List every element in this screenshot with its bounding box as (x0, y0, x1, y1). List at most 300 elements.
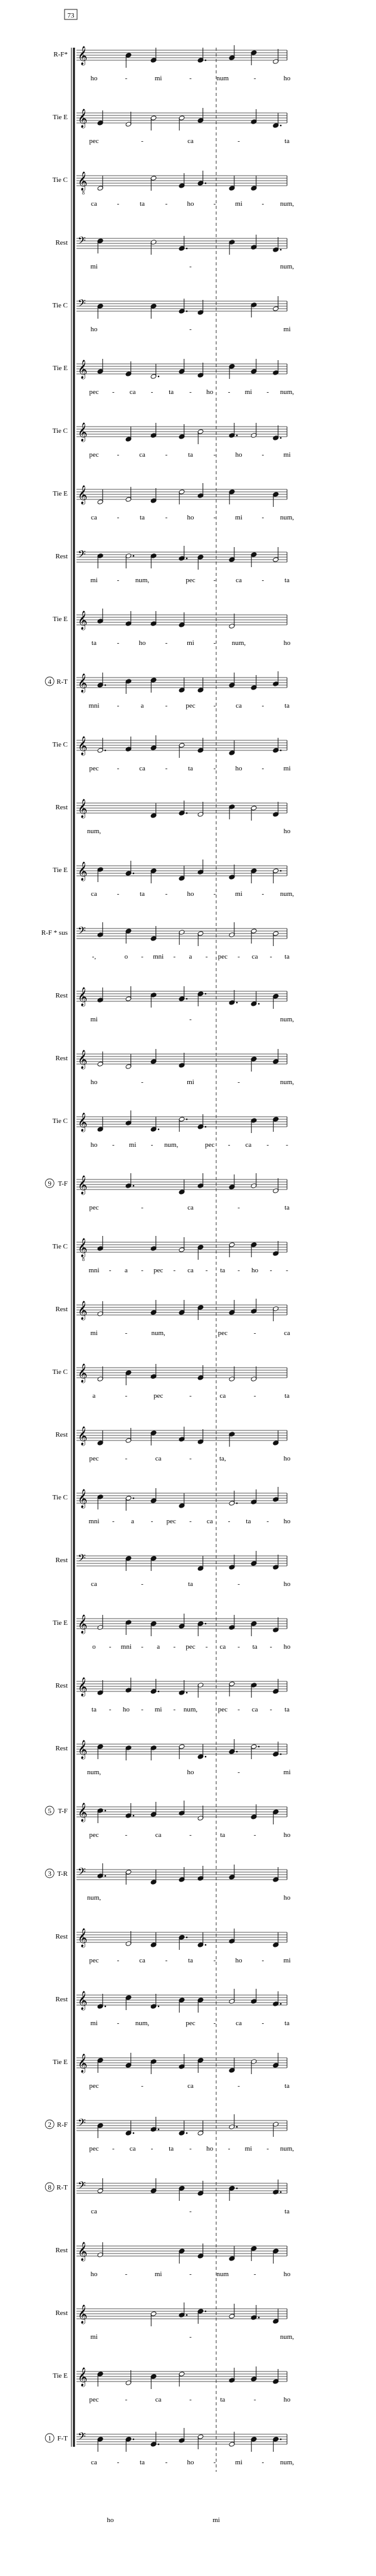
lyric-syllable: ho (90, 2270, 98, 2278)
dot (205, 1756, 207, 1758)
lyric-hyphen: - (261, 451, 264, 459)
lyric-hyphen: - (189, 263, 192, 270)
dot (186, 558, 188, 560)
lyric-syllable: num, (279, 890, 295, 898)
lyric-syllable: ca (155, 1831, 162, 1839)
lyric-hyphen: - (189, 2396, 192, 2403)
treble-clef-icon: 𝄞 (78, 2054, 88, 2073)
staff-label: Tie C (52, 1117, 68, 1125)
lyric-hyphen: - (266, 1141, 269, 1149)
staff-label: Tie C (52, 741, 68, 748)
lyric-syllable: mi (235, 2459, 243, 2466)
staff (55, 1739, 290, 1776)
lyric-syllable: pec (89, 451, 99, 459)
staff-label: Tie E (53, 2058, 68, 2066)
dot (158, 1691, 160, 1693)
lyric-hyphen: - (165, 702, 168, 710)
lyric-syllable: ca (245, 1141, 252, 1149)
circled-number: 1 (48, 2435, 51, 2442)
bass-clef-icon: 𝄢 (78, 548, 86, 563)
staff-label: Tie E (53, 365, 68, 372)
lyric-hyphen: - (189, 2208, 192, 2215)
dot (186, 2314, 188, 2316)
lyric-syllable: a (92, 1392, 96, 1400)
lyric-syllable: ca (251, 953, 258, 961)
lyric-hyphen: - (189, 326, 192, 333)
dot (158, 2006, 160, 2008)
lyric-syllable: mi (283, 1769, 291, 1776)
lyric-syllable: ta (140, 2459, 145, 2466)
lyric-syllable: pec (217, 953, 227, 961)
lyric-syllable: mi (90, 1329, 98, 1337)
staff-label: R-T (56, 2184, 68, 2191)
dot (158, 376, 160, 378)
lyric-syllable: ho (235, 451, 243, 459)
lyric-syllable: ca (155, 2396, 162, 2403)
lyric-hyphen: - (205, 1643, 208, 1651)
lyric-hyphen: - (165, 2459, 168, 2466)
treble-clef-icon: 𝄞 (78, 1740, 88, 1759)
lyric-hyphen: - (117, 200, 120, 208)
lyric-syllable: mni (88, 1518, 100, 1525)
lyric-hyphen: - (165, 765, 168, 772)
lyric-hyphen: - (173, 1267, 176, 1274)
bass-clef-icon: 𝄢 (78, 297, 86, 312)
lyric-syllable: num, (183, 1706, 198, 1713)
staff (53, 483, 294, 521)
lyric-hyphen: - (205, 953, 208, 961)
lyric-syllable: pec (185, 2020, 196, 2027)
lyric-syllable: num, (279, 263, 295, 270)
lyric-syllable: ta (220, 2396, 226, 2403)
treble-clef-icon: 𝄞 (78, 1113, 88, 1132)
octave-mark: 8 (82, 190, 85, 196)
lyric-hyphen: - (165, 639, 168, 647)
lyric-syllable: num, (86, 1894, 102, 1902)
circled-number: 9 (48, 1180, 51, 1188)
staff (45, 2114, 294, 2153)
lyric-syllable: ho (138, 639, 146, 647)
lyric-hyphen: - (227, 388, 231, 396)
lyric-syllable: ca (91, 514, 97, 521)
lyric-syllable: mi (244, 2145, 253, 2153)
staff-label: Tie E (53, 490, 68, 498)
lyric-hyphen: - (125, 1831, 128, 1839)
lyric-syllable: mi (154, 1706, 162, 1713)
lyric-syllable: ho (187, 514, 194, 521)
lyric-syllable: num, (231, 639, 246, 647)
staff-label: Rest (55, 804, 68, 811)
bass-clef-icon: 𝄢 (78, 2179, 86, 2194)
lyric-hyphen: - (238, 1204, 240, 1211)
dot (133, 2439, 135, 2440)
treble-clef-icon: 𝄞 (78, 1364, 88, 1383)
treble-clef-icon: 𝄞 (78, 2242, 88, 2261)
lyric-syllable: ho (283, 639, 291, 647)
staff (53, 359, 294, 396)
dot (105, 2006, 107, 2008)
lyric-syllable: num, (86, 828, 102, 835)
treble-clef-icon: 𝄞 (78, 1615, 88, 1634)
lyric-syllable: - (286, 1141, 288, 1149)
lyric-syllable: ho (283, 2396, 291, 2403)
lyric-syllable: mi (235, 890, 243, 898)
lyric-hyphen: - (112, 1518, 115, 1525)
treble-clef-icon: 𝄞 (78, 2368, 88, 2387)
lyric-syllable: mni (153, 953, 164, 961)
lyric-hyphen: - (125, 1329, 128, 1337)
staff (53, 735, 291, 772)
lyric-syllable: ho (283, 1894, 291, 1902)
dot (105, 684, 107, 686)
dot (236, 435, 238, 437)
lyric-syllable: a (189, 953, 192, 961)
lyric-syllable: ca (187, 1204, 194, 1211)
lyric-syllable: ta (169, 2145, 174, 2153)
treble-clef-icon: 𝄞 (78, 1176, 88, 1195)
octave-mark: 8 (82, 1257, 85, 1262)
lyric-syllable: ta (91, 639, 97, 647)
lyric-hyphen: - (266, 388, 269, 396)
dot (205, 1126, 207, 1128)
lyric-hyphen: - (213, 702, 216, 710)
lyric-hyphen: - (150, 2145, 154, 2153)
lyric-hyphen: - (125, 1392, 128, 1400)
lyric-hyphen: - (227, 1141, 231, 1149)
lyric-syllable: mi (154, 75, 162, 82)
staff (45, 1173, 290, 1211)
lyric-hyphen: - (213, 1957, 216, 1964)
lyric-syllable: ta (188, 1580, 193, 1588)
lyric-syllable: ho (187, 890, 194, 898)
treble-clef-icon: 𝄞 (78, 737, 88, 755)
lyric-hyphen: - (117, 2020, 120, 2027)
staff (41, 922, 290, 961)
staff-label: Rest (55, 2247, 68, 2254)
dot (280, 437, 282, 439)
lyric-hyphen: - (269, 1706, 273, 1713)
treble-clef-icon: 𝄞 (78, 360, 88, 379)
lyric-syllable: o (92, 1643, 96, 1651)
treble-clef-icon: 𝄞 (78, 611, 88, 630)
dot (280, 2439, 282, 2440)
lyric-hyphen: - (253, 2270, 256, 2278)
lyric-hyphen: - (213, 765, 216, 772)
lyric-syllable: pec (89, 1204, 99, 1211)
lyric-hyphen: - (227, 1518, 231, 1525)
staff (55, 1426, 291, 1462)
staff (45, 1801, 291, 1839)
lyric-syllable: num, (279, 1078, 295, 1086)
lyric-syllable: ta (91, 1706, 97, 1713)
lyric-hyphen: - (213, 200, 216, 208)
dot (236, 2188, 238, 2190)
lyric-syllable: ca (155, 1455, 162, 1462)
dot (158, 2129, 160, 2131)
dot (133, 555, 135, 557)
lyric-hyphen: - (165, 1957, 168, 1964)
dot (258, 2317, 260, 2319)
lyric-hyphen: - (117, 765, 120, 772)
lyric-hyphen: - (261, 514, 264, 521)
lyric-syllable: ca (139, 451, 145, 459)
lyric-syllable: ho (90, 1078, 98, 1086)
lyric-syllable: ta (285, 137, 290, 145)
staff (55, 546, 290, 584)
dot (105, 1810, 107, 1812)
lyric-hyphen: - (165, 514, 168, 521)
lyric-syllable: ca (187, 1267, 194, 1274)
lyric-syllable: mni (120, 1643, 132, 1651)
lyric-syllable: ta (285, 2020, 290, 2027)
lyric-syllable: mi (244, 388, 253, 396)
lyric-hyphen: - (238, 137, 240, 145)
measure-number: 73 (67, 12, 75, 19)
lyric-hyphen: - (108, 1267, 112, 1274)
lyric-syllable: ca (219, 1392, 226, 1400)
staff (53, 2053, 290, 2090)
staff-label: T-F (58, 1807, 68, 1815)
lyric-syllable: ho (122, 1706, 130, 1713)
lyric-syllable: mi (187, 639, 194, 647)
staff (53, 1614, 291, 1651)
lyric-hyphen: - (165, 200, 168, 208)
lyric-hyphen: - (205, 1267, 208, 1274)
staff-label: Tie E (53, 114, 68, 121)
lyric-syllable: ta (188, 451, 193, 459)
lyric-hyphen: - (125, 1455, 128, 1462)
bass-clef-icon: 𝄢 (78, 2430, 86, 2445)
staff (53, 2366, 291, 2403)
lyric-syllable: ca (139, 765, 145, 772)
lyric-syllable: ta (188, 765, 193, 772)
lyric-syllable: mi (90, 577, 98, 584)
staff (45, 2428, 294, 2466)
lyric-syllable: a (124, 1267, 128, 1274)
lyric-syllable: mni (88, 1267, 100, 1274)
lyric-hyphen: - (173, 953, 176, 961)
lyric-syllable: ho (90, 1141, 98, 1149)
lyric-hyphen: - (238, 2082, 240, 2090)
lyric-hyphen: - (117, 890, 120, 898)
lyric-syllable: pec (89, 2145, 99, 2153)
bass-clef-icon: 𝄢 (78, 234, 86, 249)
dot (186, 311, 188, 312)
staff-label: Rest (55, 1055, 68, 1062)
lyric-syllable: ho (90, 75, 98, 82)
lyric-hyphen: - (238, 1078, 240, 1086)
staff-label: Tie C (52, 1494, 68, 1501)
treble-clef-icon: 𝄞 (78, 1238, 88, 1257)
lyric-hyphen: - (108, 1643, 112, 1651)
lyric-hyphen: - (165, 451, 168, 459)
lyric-hyphen: - (269, 953, 273, 961)
circled-number: 3 (48, 1870, 51, 1878)
lyric-hyphen: - (266, 1518, 269, 1525)
staff-label: Rest (55, 1996, 68, 2003)
staff (45, 671, 290, 710)
final-lyric: mi (212, 2516, 220, 2524)
lyric-syllable: ta, (219, 1455, 226, 1462)
treble-clef-icon: 𝄞 (78, 1678, 88, 1696)
lyric-syllable: num, (279, 1016, 295, 1023)
lyric-syllable: num, (135, 2020, 150, 2027)
staff-label: F-T (57, 2435, 68, 2442)
lyric-hyphen: - (227, 2145, 231, 2153)
lyric-syllable: num, (151, 1329, 165, 1337)
lyric-hyphen: - (269, 1643, 273, 1651)
lyric-hyphen: - (261, 2020, 264, 2027)
lyric-syllable: pec (89, 2082, 99, 2090)
dot (105, 750, 107, 752)
treble-clef-icon: 𝄞 (78, 172, 88, 191)
dot (236, 1002, 238, 1004)
lyric-hyphen: - (189, 1518, 192, 1525)
lyric-hyphen: - (261, 200, 264, 208)
dot (236, 2126, 238, 2128)
lyric-hyphen: - (261, 765, 264, 772)
lyric-syllable: num, (279, 2333, 295, 2341)
dot (280, 2191, 282, 2193)
lyric-hyphen: - (238, 1267, 240, 1274)
treble-clef-icon: 𝄞 (78, 799, 88, 818)
lyric-syllable: ho (283, 1580, 291, 1588)
lyric-syllable: ho (283, 2270, 291, 2278)
lyric-syllable: ta (285, 2208, 290, 2215)
lyric-syllable: pec (154, 1267, 164, 1274)
lyric-hyphen: - (253, 1329, 256, 1337)
lyric-hyphen: - (141, 1580, 144, 1588)
lyric-syllable: ca (251, 1706, 258, 1713)
lyric-hyphen: - (112, 2145, 115, 2153)
lyric-syllable: mi (283, 451, 291, 459)
lyric-syllable: ho (90, 326, 98, 333)
lyric-syllable: ho (251, 1267, 259, 1274)
treble-clef-icon: 𝄞 (78, 1991, 88, 2010)
staff-label: Tie C (52, 302, 68, 309)
lyric-syllable: pec (185, 702, 196, 710)
lyric-syllable: ca (187, 137, 194, 145)
lyric-hyphen: - (141, 1204, 144, 1211)
lyric-hyphen: - (150, 1518, 154, 1525)
lyric-hyphen: - (173, 1643, 176, 1651)
staff (55, 1928, 290, 1964)
lyric-syllable: ho (187, 1769, 194, 1776)
lyric-hyphen: - (117, 451, 120, 459)
lyric-syllable: mi (283, 1957, 291, 1964)
dot (186, 812, 188, 814)
lyric-syllable: pec (89, 388, 99, 396)
dot (280, 1754, 282, 1755)
lyric-syllable: ta (252, 1643, 258, 1651)
dot (236, 1503, 238, 1504)
circled-number: 2 (48, 2121, 51, 2129)
lyric-syllable: ca (139, 1957, 145, 1964)
lyric-hyphen: - (112, 388, 115, 396)
lyric-syllable: num, (279, 388, 295, 396)
lyric-syllable: pec (185, 1643, 196, 1651)
staff-label: Rest (55, 992, 68, 999)
lyric-syllable: mi (154, 2270, 162, 2278)
staff (53, 1236, 289, 1274)
staff-label: Tie C (52, 1243, 68, 1250)
staff (45, 2178, 290, 2215)
lyric-hyphen: - (253, 2396, 256, 2403)
lyric-hyphen: - (189, 388, 192, 396)
lyric-hyphen: - (213, 514, 216, 521)
staff-label: R-F (56, 2121, 68, 2129)
lyric-syllable: num, (279, 200, 295, 208)
lyric-syllable: o (124, 953, 128, 961)
staff (55, 1299, 290, 1337)
lyric-hyphen: - (238, 1643, 240, 1651)
dot (133, 2132, 135, 2134)
dot (133, 1185, 135, 1187)
lyric-syllable: ca (129, 2145, 136, 2153)
lyric-syllable: ho (283, 75, 291, 82)
lyric-hyphen: - (141, 1078, 144, 1086)
lyric-syllable: ca (91, 2208, 97, 2215)
lyric-syllable: pec (89, 1957, 99, 1964)
lyric-syllable: ho (206, 2145, 214, 2153)
lyric-hyphen: - (117, 2459, 120, 2466)
treble-clef-icon: 𝄞 (78, 486, 88, 504)
lyric-hyphen: - (165, 890, 168, 898)
lyric-syllable: ca (91, 890, 97, 898)
lyric-hyphen: - (117, 577, 120, 584)
lyric-hyphen: - (141, 953, 144, 961)
lyric-hyphen: - (117, 514, 120, 521)
lyric-syllable: ho (283, 1643, 291, 1651)
lyric-syllable: a (157, 1643, 160, 1651)
treble-clef-icon: 𝄞 (78, 109, 88, 128)
dot (133, 1815, 135, 1817)
lyric-syllable: pec (89, 765, 99, 772)
lyric-syllable: ta (285, 953, 290, 961)
lyric-hyphen: - (141, 1706, 144, 1713)
lyric-syllable: num, (164, 1141, 179, 1149)
lyric-syllable: ta (285, 702, 290, 710)
lyric-hyphen: - (213, 639, 216, 647)
lyric-syllable: ca (129, 388, 136, 396)
lyric-hyphen: - (261, 2459, 264, 2466)
dot (280, 2003, 282, 2005)
lyric-syllable: ta (285, 577, 290, 584)
final-lyric: ho (107, 2516, 114, 2524)
lyric-hyphen: - (189, 1455, 192, 1462)
treble-clef-icon: 𝄞 (78, 1427, 88, 1445)
lyric-hyphen: - (117, 1957, 120, 1964)
lyric-syllable: ta (285, 1392, 290, 1400)
lyric-syllable: ca (91, 200, 97, 208)
staff (55, 1989, 290, 2027)
staff (55, 1551, 291, 1588)
lyric-syllable: mi (283, 765, 291, 772)
dot (205, 2311, 207, 2313)
staff-label: R-F* (53, 51, 68, 58)
lyric-hyphen: - (261, 1957, 264, 1964)
lyric-syllable: pec (89, 137, 99, 145)
lyric-syllable: ca (91, 2459, 97, 2466)
lyric-syllable: - (286, 1267, 288, 1274)
lyric-syllable: num (216, 75, 229, 82)
treble-clef-icon: 𝄞 (78, 2305, 88, 2324)
lyric-syllable: ta (169, 388, 174, 396)
lyric-hyphen: - (261, 890, 264, 898)
lyric-syllable: pec (205, 1141, 215, 1149)
staff-label: Rest (55, 239, 68, 247)
staff (55, 1049, 294, 1086)
